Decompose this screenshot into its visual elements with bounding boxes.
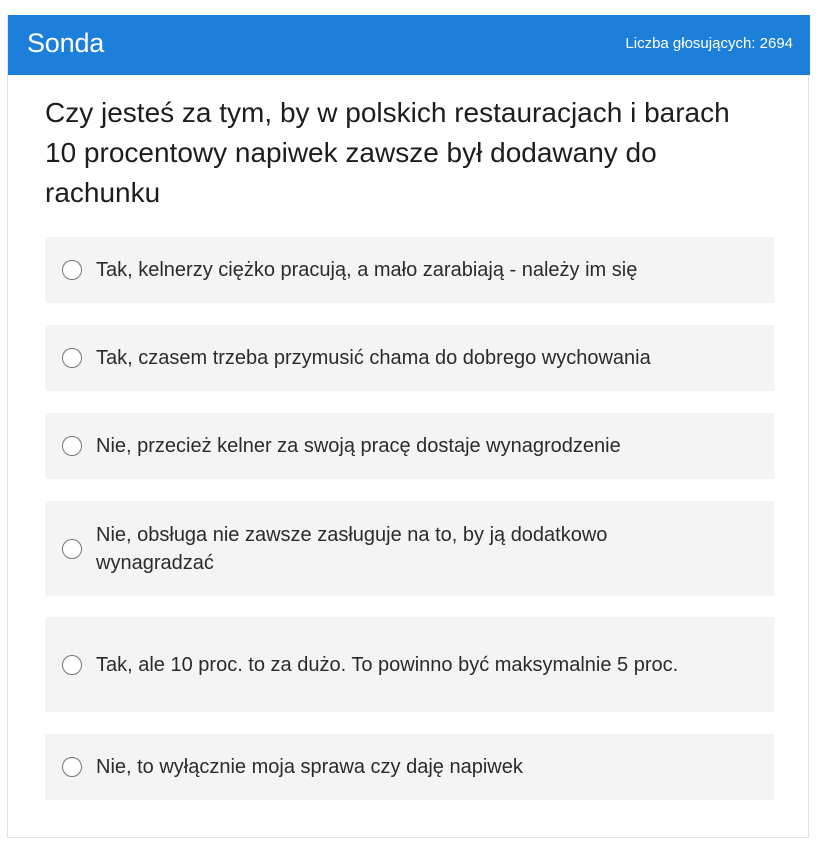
poll-widget bbox=[7, 15, 809, 838]
option-label: Tak, ale 10 proc. to za dużo. To powinno być maksymalnie 5 proc. bbox=[96, 653, 679, 676]
poll-option-1[interactable] bbox=[45, 237, 774, 303]
poll-option-6[interactable] bbox=[45, 734, 774, 800]
option-label: Nie, to wyłącznie moja sprawa czy daję napiwek bbox=[96, 756, 523, 778]
poll-option-5[interactable] bbox=[45, 617, 774, 712]
poll-header bbox=[8, 15, 810, 75]
poll-question: Czy jesteś za tym, by w polskich restauracjach i barach 10 procentowy napiwek zawsze był dodawany do rachunku bbox=[45, 97, 730, 208]
radio-button[interactable] bbox=[62, 348, 82, 368]
option-label: Tak, kelnerzy ciężko pracują, a mało zarabiają - należy im się bbox=[96, 259, 638, 281]
option-label: Nie, przecież kelner za swoją pracę dostaje wynagrodzenie bbox=[96, 435, 621, 457]
radio-button[interactable] bbox=[62, 436, 82, 456]
poll-option-3[interactable] bbox=[45, 413, 774, 479]
poll-option-4[interactable] bbox=[45, 501, 774, 596]
poll-options bbox=[45, 237, 774, 800]
option-label: Tak, czasem trzeba przymusić chama do dobrego wychowania bbox=[96, 347, 651, 369]
voters-count: Liczba głosujących: 2694 bbox=[625, 35, 793, 52]
radio-button[interactable] bbox=[62, 655, 82, 675]
radio-button[interactable] bbox=[62, 260, 82, 280]
poll-option-2[interactable] bbox=[45, 325, 774, 391]
radio-button[interactable] bbox=[62, 757, 82, 777]
radio-button[interactable] bbox=[62, 539, 82, 559]
option-label: Nie, obsługa nie zawsze zasługuje na to, by ją dodatkowo wynagradzać bbox=[96, 523, 608, 574]
poll-title: Sonda bbox=[27, 28, 105, 58]
